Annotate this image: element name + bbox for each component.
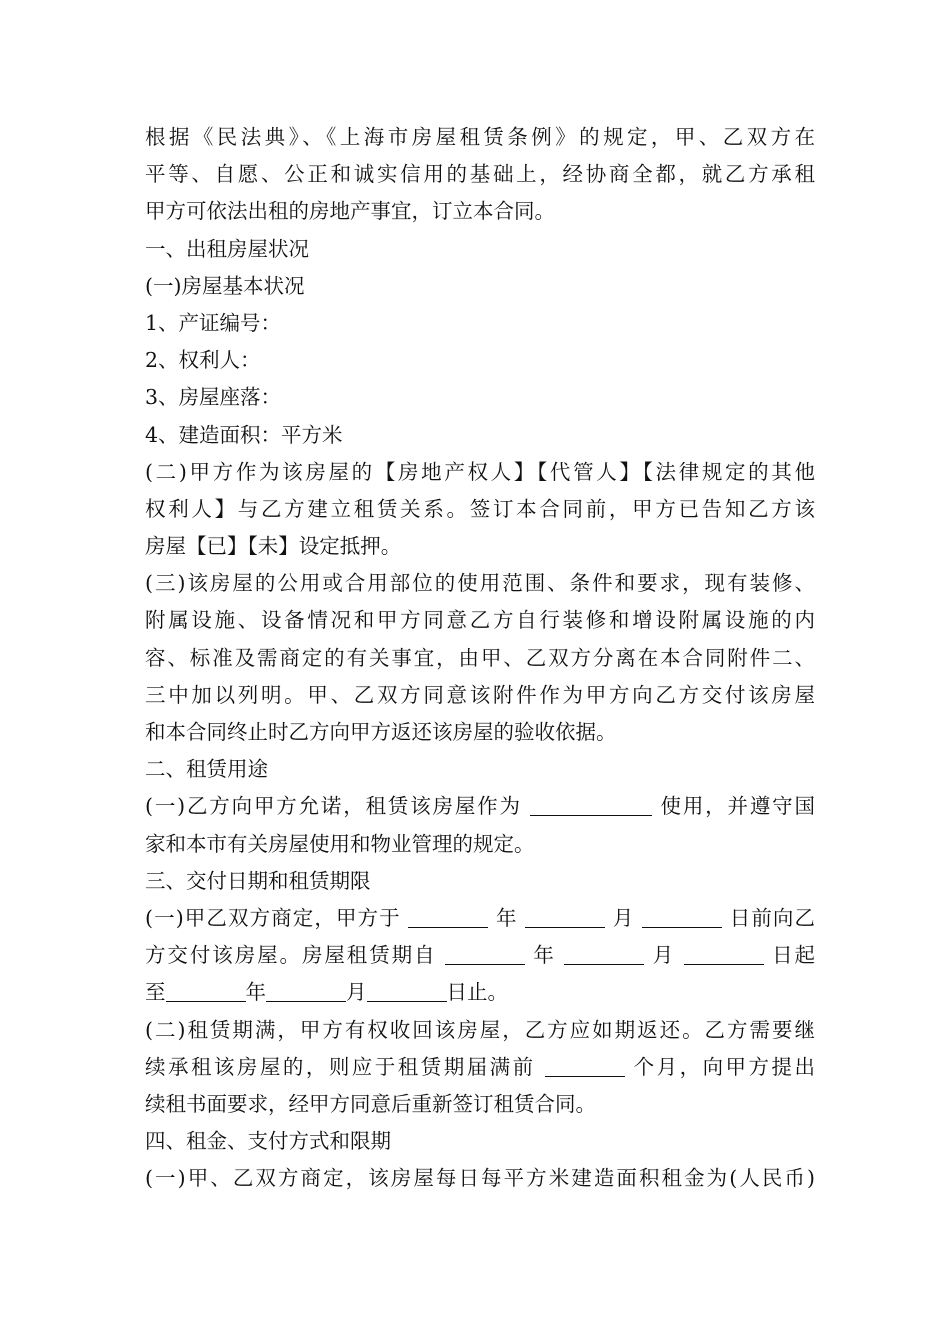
text-segment: 个月，向甲方提出 [633, 1054, 815, 1079]
text-segment: 使用，并遵守国 [660, 794, 815, 819]
paragraph-line: 家和本市有关房屋使用和物业管理的规定。 [145, 831, 535, 856]
paragraph-line: 根据《民法典》、《上海市房屋租赁条例》的规定，甲、乙双方在 [145, 125, 815, 149]
section-heading: 一、出租房屋状况 [145, 236, 309, 261]
paragraph-line: 房屋【已】【未】设定抵押。 [145, 534, 402, 559]
paragraph-line: 平等、自愿、公正和诚实信用的基础上，经协商全都，就乙方承租 [145, 162, 815, 187]
text-segment: 至 [145, 980, 166, 1005]
paragraph-line [145, 974, 815, 1011]
paragraph-line: 三中加以列明。甲、乙双方同意该附件作为甲方向乙方交付该房屋 [145, 682, 815, 707]
paragraph-line [145, 937, 815, 974]
contract-page [145, 119, 815, 1197]
text-segment: 月 [612, 905, 635, 930]
fill-in-blank [564, 942, 644, 965]
paragraph-line [145, 1049, 815, 1086]
fill-in-blank [166, 979, 246, 1002]
text-segment: 年 [533, 943, 556, 968]
text-segment: 月 [346, 980, 367, 1005]
list-item: 2、权利人： [145, 348, 261, 373]
paragraph-line: (三)该房屋的公用或合用部位的使用范围、条件和要求，现有装修、 [145, 571, 815, 596]
section-heading: 二、租赁用途 [145, 757, 268, 782]
text-segment: (一)乙方向甲方允诺，租赁该房屋作为 [145, 794, 522, 819]
text-segment: 月 [652, 943, 676, 968]
paragraph-line: (二)甲方作为该房屋的【房地产权人】【代管人】【法律规定的其他 [145, 459, 815, 484]
text-segment: 日起 [772, 943, 816, 968]
paragraph-line: 权利人】与乙方建立租赁关系。签订本合同前，甲方已告知乙方该 [145, 496, 815, 521]
fill-in-blank [530, 793, 652, 816]
paragraph-line: 和本合同终止时乙方向甲方返还该房屋的验收依据。 [145, 720, 617, 744]
section-heading: 四、租金、支付方式和限期 [145, 1129, 391, 1154]
paragraph-line: 续租书面要求，经甲方同意后重新签订租赁合同。 [145, 1091, 596, 1116]
section-heading: 三、交付日期和租赁期限 [145, 868, 371, 893]
paragraph-line: (二)租赁期满，甲方有权收回该房屋，乙方应如期返还。乙方需要继 [145, 1017, 815, 1042]
paragraph-line: 附属设施、设备情况和甲方同意乙方自行装修和增设附属设施的内 [145, 608, 815, 633]
text-segment: 日前向乙 [729, 905, 816, 930]
text-segment: 续承租该房屋的，则应于租赁期届满前 [145, 1054, 536, 1079]
text-segment: (一)甲乙双方商定，甲方于 [145, 905, 401, 930]
fill-in-blank [408, 905, 488, 928]
paragraph-line: 容、标准及需商定的有关事宜，由甲、乙双方分离在本合同附件二、 [145, 645, 815, 670]
paragraph-line [145, 900, 815, 937]
paragraph-line [145, 788, 815, 825]
fill-in-blank [684, 942, 764, 965]
fill-in-blank [545, 1054, 625, 1077]
text-segment: 日止。 [446, 980, 508, 1005]
text-segment: 方交付该房屋。房屋租赁期自 [145, 943, 437, 968]
list-item: 3、房屋座落： [145, 385, 282, 410]
subsection-heading: (一)房屋基本状况 [145, 273, 305, 298]
text-segment: 年 [496, 905, 518, 930]
text-segment: 年 [245, 980, 266, 1005]
fill-in-blank [445, 942, 525, 965]
list-item: 1、产证编号： [145, 310, 282, 335]
fill-in-blank [525, 905, 605, 928]
paragraph-line: 甲方可依法出租的房地产事宜，订立本合同。 [145, 199, 555, 224]
paragraph-line: (一)甲、乙双方商定，该房屋每日每平方米建造面积租金为(人民币) [145, 1166, 815, 1191]
list-item: 4、建造面积：平方米 [145, 422, 343, 447]
fill-in-blank [266, 979, 346, 1002]
fill-in-blank [642, 905, 722, 928]
fill-in-blank [367, 979, 447, 1002]
